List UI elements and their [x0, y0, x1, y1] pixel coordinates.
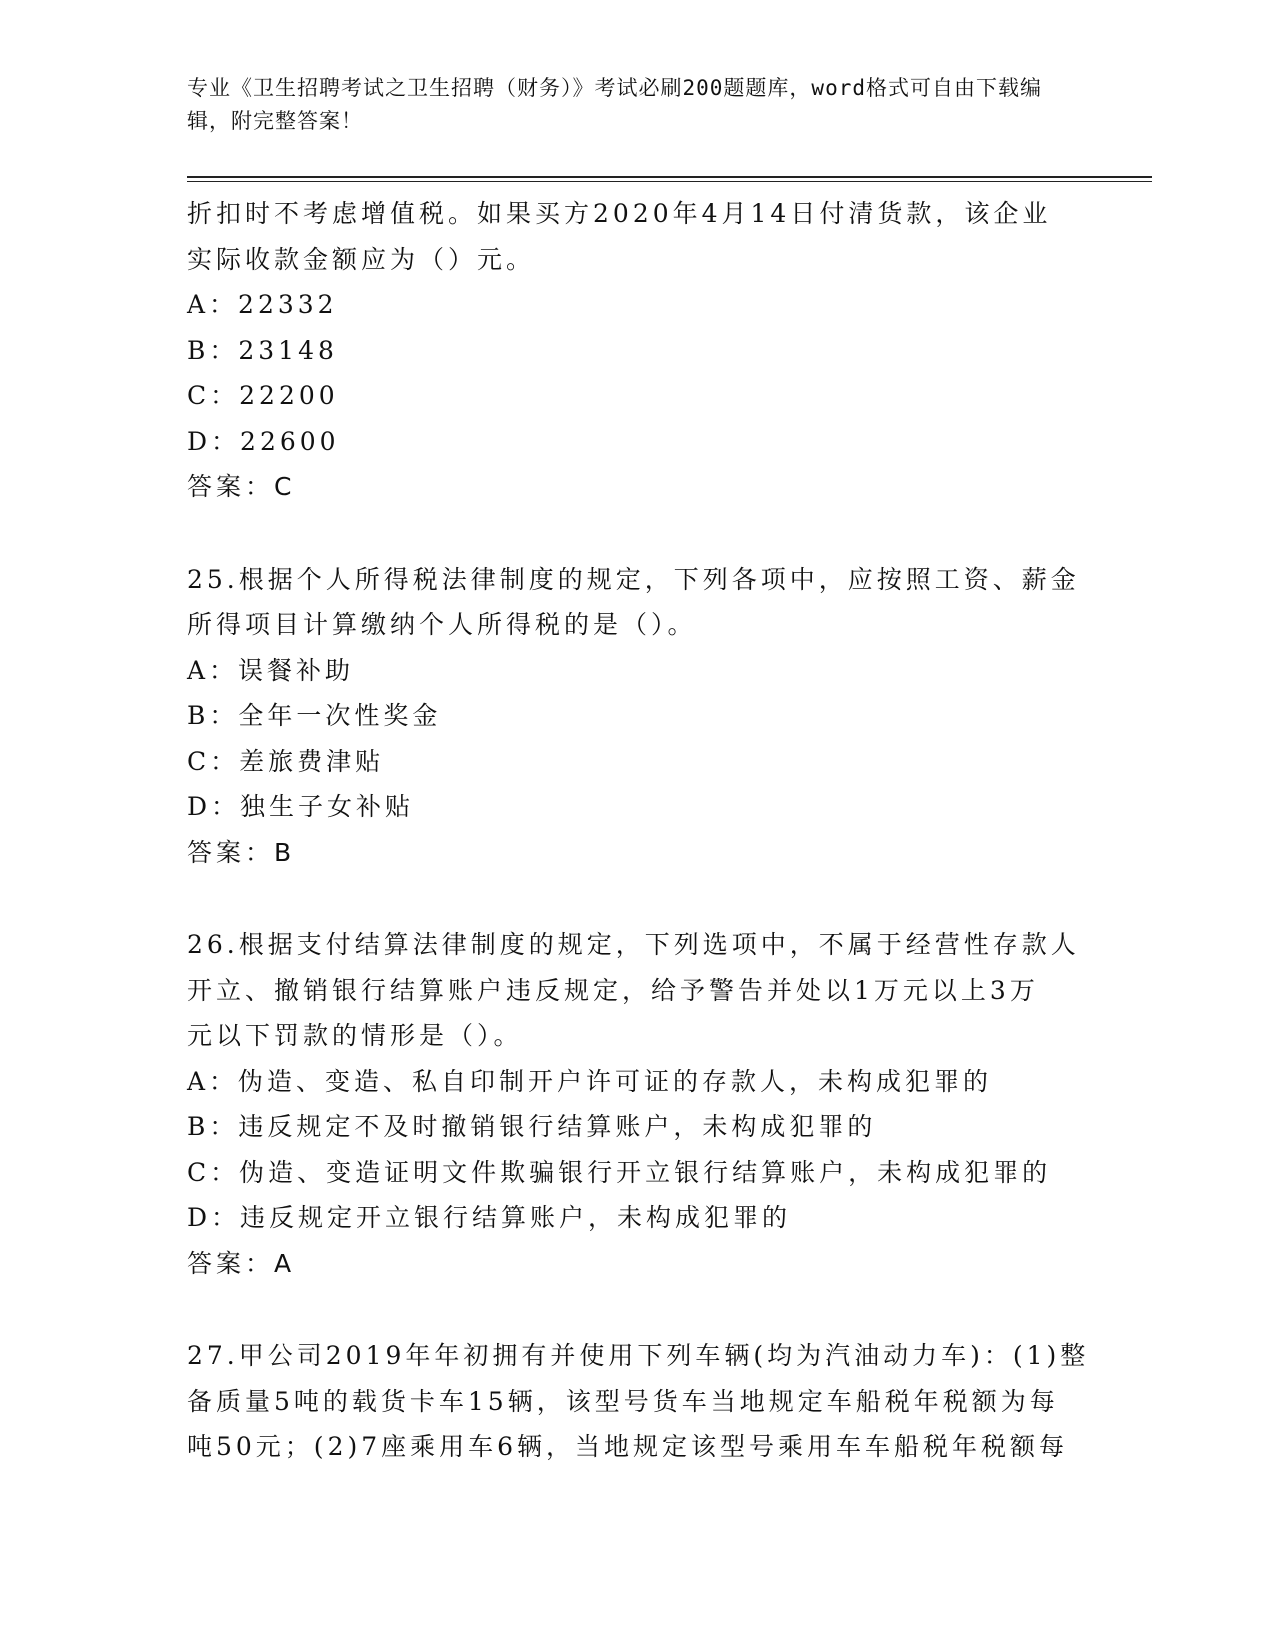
question-list [187, 191, 1090, 1517]
option-c: C：差旅费津贴 [187, 746, 385, 776]
answer: 答案：C [187, 472, 296, 501]
question-stem-line: 实际收款金额应为（）元。 [187, 244, 536, 274]
question-stem-line: 折扣时不考虑增值税。如果买方2020年4月14日付清货款，该企业 [187, 199, 1052, 228]
option-b: B：违反规定不及时撤销银行结算账户，未构成犯罪的 [187, 1112, 877, 1141]
document-header: 专业《卫生招聘考试之卫生招聘（财务）》考试必刷200题题库，word格式可自由下载编辑，附完整答案！ [187, 76, 1042, 133]
option-a: A：伪造、变造、私自印制开户许可证的存款人，未构成犯罪的 [187, 1066, 993, 1096]
question-stem-line: 26.根据支付结算法律制度的规定，下列选项中，不属于经营性存款人 [187, 930, 1080, 959]
question-stem-line: 开立、撤销银行结算账户违反规定，给予警告并处以1万元以上3万 [187, 975, 1039, 1005]
option-d: D：违反规定开立银行结算账户，未构成犯罪的 [187, 1203, 792, 1232]
option-d: D：独生子女补贴 [187, 792, 415, 821]
question-25 [187, 557, 1080, 876]
question-stem-line: 备质量5吨的载货卡车15辆，该型号货车当地规定车船税年税额为每 [187, 1386, 1059, 1416]
option-b: B：23148 [187, 335, 338, 365]
answer: 答案：A [187, 1248, 296, 1278]
option-a: A：22332 [187, 290, 338, 319]
option-d: D：22600 [187, 426, 340, 456]
question-stem-line: 所得项目计算缴纳个人所得税的是（）。 [187, 610, 697, 639]
question-27 [187, 1333, 1090, 1470]
question-stem-line: 27.甲公司2019年年初拥有并使用下列车辆(均为汽油动力车)：(1)整 [187, 1341, 1090, 1370]
question-26 [187, 922, 1080, 1286]
question-stem-line: 吨50元；(2)7座乘用车6辆，当地规定该型号乘用车车船税年税额每 [187, 1432, 1069, 1461]
question-24 [187, 191, 1077, 510]
header-rule [187, 176, 1152, 178]
question-stem-line: 25.根据个人所得税法律制度的规定，下列各项中，应按照工资、薪金 [187, 564, 1080, 594]
answer: 答案：B [187, 837, 296, 867]
option-c: C：22200 [187, 381, 339, 410]
header-rule-thin [187, 181, 1152, 182]
option-c: C：伪造、变造证明文件欺骗银行开立银行结算账户，未构成犯罪的 [187, 1157, 1052, 1187]
option-a: A：误餐补助 [187, 655, 355, 685]
question-stem-line: 元以下罚款的情形是（）。 [187, 1021, 523, 1050]
option-b: B：全年一次性奖金 [187, 701, 442, 730]
